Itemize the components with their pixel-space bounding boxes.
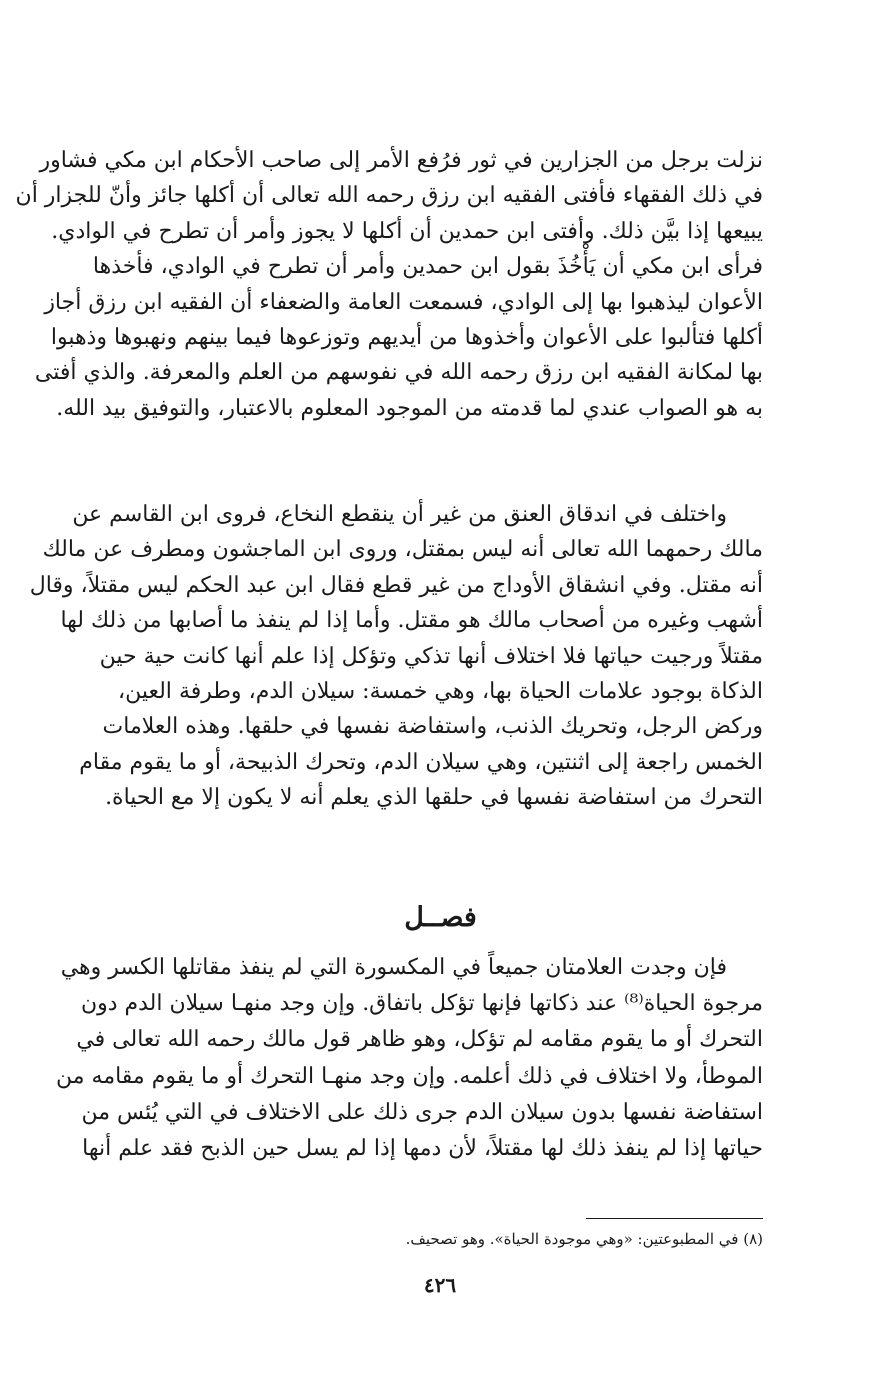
text-line: واختلف في اندقاق العنق من غير أن ينقطع النخاع، فروى ابن القاسم عن bbox=[72, 502, 727, 527]
text-line: يبيعها إذا بيَّن ذلك. وأفتى ابن حمدين أن أكلها لا يجوز وأمر أن تطرح في الوادي. bbox=[51, 218, 763, 244]
text-line: الموطأ، ولا اختلاف في ذلك أعلمه. وإن وجد منهـا التحرك أو ما يقوم مقامه من bbox=[56, 1063, 763, 1089]
text-line: نزلت برجل من الجزارين في ثور فرُفع الأمر إلى صاحب الأحكام ابن مكي فشاور bbox=[39, 148, 763, 173]
text-line: التحرك أو ما يقوم مقامه لم تؤكل، وهو ظاهر قول مالك رحمه الله تعالى في bbox=[76, 1027, 763, 1053]
paragraph-2 bbox=[29, 497, 763, 816]
footnote-divider bbox=[586, 1218, 763, 1219]
text-line: مرجوة الحياة⁽⁸⁾ عند ذكاتها فإنها تؤكل باتفاق. وإن وجد منهـا سيلان الدم دون bbox=[80, 991, 763, 1017]
section-heading: فصــل bbox=[404, 902, 477, 933]
paragraph-1 bbox=[15, 143, 763, 426]
text-line: الخمس راجعة إلى اثنتين، وهي سيلان الدم، وتحرك الذبيحة، أو ما يقوم مقام bbox=[79, 749, 763, 775]
paragraph-3 bbox=[56, 950, 763, 1167]
page-number: ٤٢٦ bbox=[423, 1273, 457, 1297]
text-line: أكلها فتألبوا على الأعوان وأخذوها من أيديهم وتوزعوها فيما بينهم ونهبوها وذهبوا bbox=[50, 324, 763, 350]
text-line: حياتها إذا لم ينفذ ذلك لها مقتلاً، لأن دمها إذا لم يسل حين الذبح فقد علم أنها bbox=[82, 1135, 763, 1161]
text-line: به هو الصواب عندي لما قدمته من الموجود المعلوم بالاعتبار، والتوفيق بيد الله. bbox=[56, 395, 763, 421]
text-line: أنه مقتل. وفي انشقاق الأوداج من غير قطع فقال ابن عبد الحكم ليس مقتلاً، وقال bbox=[29, 572, 763, 598]
text-line: بها لمكانة الفقيه ابن رزق رحمه الله في نفوسهم من العلم والمعرفة. والذي أفتى bbox=[34, 360, 763, 386]
footnote: (٨) في المطبوعتين: «وهي موجودة الحياة». وهو تصحيف. bbox=[405, 1230, 763, 1248]
text-line: أشهب وغيره من أصحاب مالك هو مقتل. وأما إذا لم ينفذ ما أصابها من ذلك لها bbox=[60, 608, 763, 634]
text-line: وركض الرجل، وتحريك الذنب، واستفاضة نفسها في حلقها. وهذه العلامات bbox=[102, 714, 763, 740]
text-line: الذكاة بوجود علامات الحياة بها، وهي خمسة: سيلان الدم، وطرفة العين، bbox=[118, 678, 763, 704]
text-line: التحرك من استفاضة نفسها في حلقها الذي يعلم أنه لا يكون إلا مع الحياة. bbox=[105, 785, 763, 811]
text-line: مقتلاً ورجيت حياتها فلا اختلاف أنها تذكي وتؤكل إذا علم أنها كانت حية حين bbox=[99, 643, 763, 669]
text-line: استفاضة نفسها بدون سيلان الدم جرى ذلك على الاختلاف في التي يُئس من bbox=[81, 1099, 763, 1125]
text-line: مالك رحمهما الله تعالى أنه ليس بمقتل، وروى ابن الماجشون ومطرف عن مالك bbox=[42, 537, 763, 563]
text-line: في ذلك الفقهاء فأفتى الفقيه ابن رزق رحمه الله تعالى أن أكلها جائز وأنّ للجزار أن bbox=[15, 183, 763, 209]
text-line: فإن وجدت العلامتان جميعاً في المكسورة التي لم ينفذ مقاتلها الكسر وهي bbox=[60, 955, 727, 980]
text-line: فرأى ابن مكي أن يَأْخُذَ بقول ابن حمدين وأمر أن تطرح في الوادي، فأخذها bbox=[92, 254, 763, 280]
text-line: الأعوان ليذهبوا بها إلى الوادي، فسمعت العامة والضعفاء أن الفقيه ابن رزق أجاز bbox=[44, 289, 763, 315]
